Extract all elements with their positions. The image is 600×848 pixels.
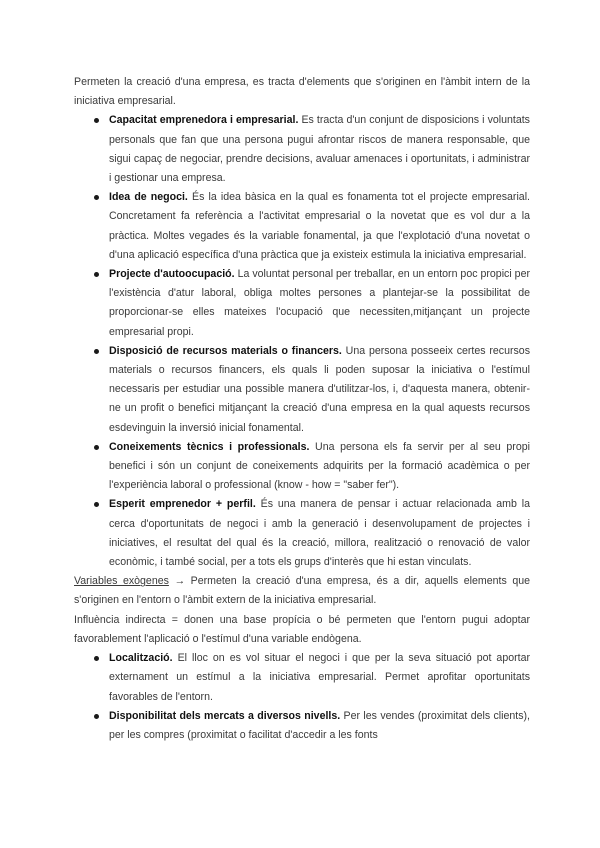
list-item-text: És la idea bàsica en la qual es fonamenta tot el projecte empresarial. Concretament fa referència a l'activitat empresarial o la novetat que es vol dur a la pràctica. Moltes vegades és la variable fonamental, ja que l'explotació d'una novetat o d'una aplicació específica d'una pràctica que ja existeix estimula la iniciativa empresarial. xyxy=(109,191,530,261)
list-item-text: Una persona posseeix certes recursos materials o recursos financers, els quals li poden suposar la iniciativa o l'estímul necessaris per estudiar una possible manera d'utilitzar-los, i, d'aquesta manera, obtenir-ne un profit o benefici mitjançant la creació d'una empresa en la qual aquests recursos esdevinguin la inversió inicial fonamental. xyxy=(109,344,530,434)
list-item xyxy=(109,495,530,572)
list-item-term: Projecte d'autoocupació. xyxy=(109,268,235,281)
exogenous-variables-list xyxy=(74,649,530,745)
list-item-term: Idea de negoci. xyxy=(109,191,188,204)
list-item-term: Esperit emprenedor + perfil. xyxy=(109,498,256,511)
exogenous-text: → Permeten la creació d'una empresa, és a dir, aquells elements que s'originen en l'entorn o l'àmbit extern de la iniciativa empresarial. xyxy=(74,575,530,607)
influence-paragraph: Influència indirecta = donen una base propícia o bé permeten que l'entorn pugui adoptar favorablement l'aplicació o l'estímul d'una variable endògena. xyxy=(74,613,530,645)
list-item-text: Es tracta d'un conjunt de disposicions i voluntats personals que fan que una persona pugui afrontar riscos de manera responsable, que sigui capaç de negociar, prendre decisions, avaluar amenaces i oportunitats, i administrar i gestionar una empresa. xyxy=(109,114,530,185)
exogenous-label: Variables exògenes xyxy=(74,575,169,588)
endogenous-variables-list xyxy=(74,111,530,572)
list-item-term: Coneixements tècnics i professionals. xyxy=(109,440,310,453)
list-item-term: Disponibilitat dels mercats a diversos nivells. xyxy=(109,709,341,722)
list-item xyxy=(109,649,530,707)
list-item-text: Per les vendes (proximitat dels clients), per les compres (proximitat o facilitat d'accedir a les fonts xyxy=(109,709,530,741)
document-body xyxy=(74,73,530,745)
list-item xyxy=(109,707,530,745)
list-item xyxy=(109,188,530,265)
intro-paragraph: Permeten la creació d'una empresa, es tracta d'elements que s'originen en l'àmbit intern de la iniciativa empresarial. xyxy=(74,76,530,108)
list-item-text: El lloc on es vol situar el negoci i que per la seva situació pot aportar externament un estímul a la iniciativa empresarial. Permet aprofitar oportunitats favorables de l'entorn. xyxy=(109,652,530,703)
list-item-text: Una persona els fa servir per al seu propi benefici i són un conjunt de coneixements adquirits per la formació acadèmica o per l'experiència laboral o professional (know - how = "saber fer"). xyxy=(109,440,530,492)
exogenous-paragraph xyxy=(74,572,530,610)
list-item-term: Capacitat emprenedora i empresarial. xyxy=(109,114,299,127)
list-item-term: Disposició de recursos materials o financers. xyxy=(109,344,342,357)
list-item-text: És una manera de pensar i actuar relacionada amb la cerca d'oportunitats de negoci i amb la generació i desenvolupament de projectes i iniciatives, el resultat del qual és la creació, millora, realització o renovació de valor econòmic, i també social, per a tots els grups d'interès que hi estan vinculats. xyxy=(109,498,531,569)
list-item-term: Localització. xyxy=(109,652,173,665)
list-item xyxy=(109,342,530,438)
list-item xyxy=(109,265,530,342)
list-item xyxy=(109,111,530,188)
list-item-text: La voluntat personal per treballar, en un entorn poc propici per l'existència d'atur laboral, obliga moltes persones a plantejar-se la possibilitat de proporcionar-se elles mateixes l'ocupació que necessiten,mitjançant un projecte empresarial propi. xyxy=(109,268,530,338)
list-item xyxy=(109,438,530,496)
